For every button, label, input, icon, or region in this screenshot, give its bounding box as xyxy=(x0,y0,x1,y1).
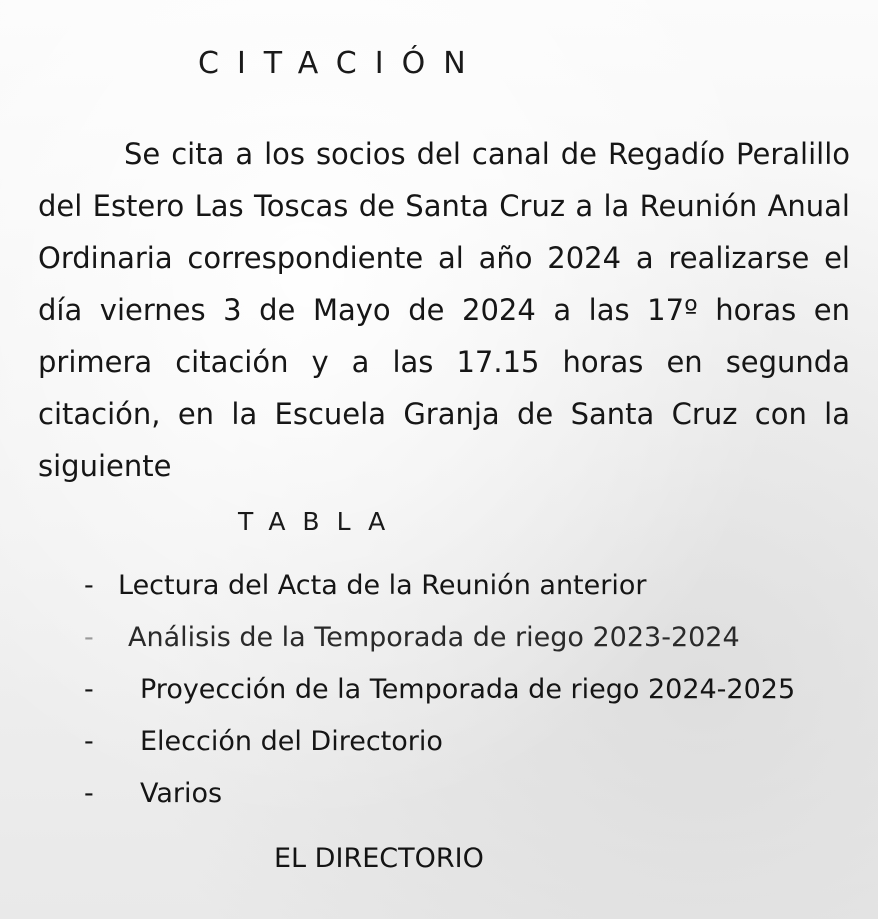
agenda-item xyxy=(84,570,795,622)
agenda-item xyxy=(84,674,795,726)
agenda-bullet: - xyxy=(84,778,94,809)
agenda-item xyxy=(84,726,795,778)
document-title: CITACIÓN xyxy=(198,46,484,81)
agenda-item xyxy=(84,778,795,830)
agenda-item-text: Varios xyxy=(140,778,223,809)
citation-paragraph xyxy=(38,128,850,492)
agenda-bullet: - xyxy=(84,726,94,757)
agenda-heading: TABLA xyxy=(238,507,403,536)
signature-line: EL DIRECTORIO xyxy=(274,843,484,874)
agenda-list xyxy=(84,570,795,830)
agenda-item xyxy=(84,622,795,674)
citation-paragraph-text: Se cita a los socios del canal de Regadío Peralillo del Estero Las Toscas de Santa Cruz a la Reunión Anual Ordinaria correspondiente al año 2024 a realizarse el día viernes 3 de Mayo de 2024 a las 17º horas en primera citación y a las 17.15 horas en segunda citación, en la Escuela Granja de Santa Cruz con la siguiente xyxy=(38,137,850,483)
agenda-item-text: Proyección de la Temporada de riego 2024-2025 xyxy=(140,674,796,705)
agenda-item-text: Análisis de la Temporada de riego 2023-2024 xyxy=(128,622,740,653)
agenda-item-text: Lectura del Acta de la Reunión anterior xyxy=(118,570,647,601)
agenda-bullet: - xyxy=(84,570,94,601)
agenda-bullet: - xyxy=(84,622,94,653)
agenda-item-text: Elección del Directorio xyxy=(140,726,443,757)
agenda-bullet: - xyxy=(84,674,94,705)
